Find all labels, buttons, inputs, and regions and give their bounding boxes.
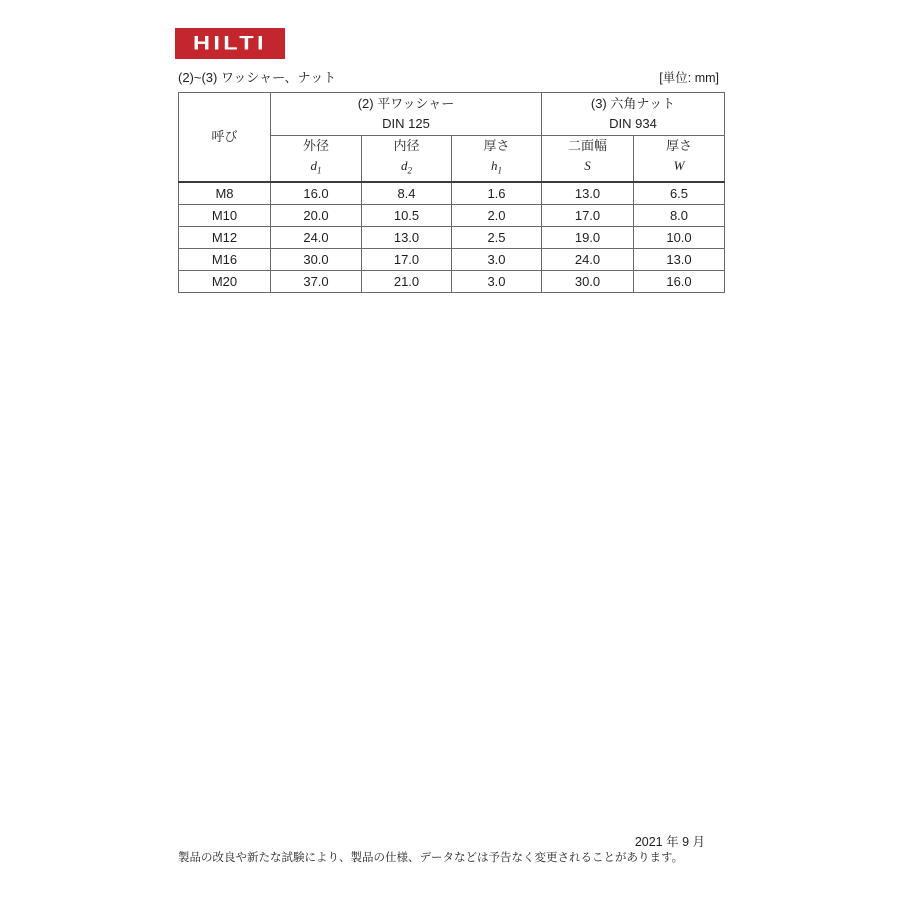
table-row xyxy=(179,204,725,226)
value-cell: 10.0 xyxy=(634,226,725,248)
publication-date: 2021 年 9 月 xyxy=(634,835,705,849)
value-cell: 13.0 xyxy=(634,248,725,270)
value-cell: 3.0 xyxy=(452,248,542,270)
hilti-logo-text: HILTI xyxy=(193,32,267,54)
value-cell: 24.0 xyxy=(271,226,362,248)
disclaimer-text: 製品の改良や新たな試験により、製品の仕様、データなどは予告なく変更されることがあります。 xyxy=(178,852,684,864)
designation-cell: M10 xyxy=(179,204,271,226)
column-header-designation: 呼び xyxy=(179,93,271,182)
value-cell: 2.5 xyxy=(452,226,542,248)
column-header-width-across-flats: 二面幅 S xyxy=(542,136,634,182)
column-header-washer-thickness: 厚さ $h_1$ xyxy=(452,136,542,182)
designation-cell: M16 xyxy=(179,248,271,270)
value-cell: 24.0 xyxy=(542,248,634,270)
column-header-nut-thickness: 厚さ W xyxy=(634,136,725,182)
value-cell: 2.0 xyxy=(452,204,542,226)
value-cell: 6.5 xyxy=(634,182,725,205)
value-cell: 30.0 xyxy=(542,270,634,292)
value-cell: 17.0 xyxy=(542,204,634,226)
value-cell: 3.0 xyxy=(452,270,542,292)
value-cell: 8.0 xyxy=(634,204,725,226)
value-cell: 16.0 xyxy=(634,270,725,292)
value-cell: 37.0 xyxy=(271,270,362,292)
value-cell: 13.0 xyxy=(542,182,634,205)
designation-cell: M8 xyxy=(179,182,271,205)
section-title: (2)~(3) ワッシャー、ナット xyxy=(178,70,337,85)
value-cell: 19.0 xyxy=(542,226,634,248)
value-cell: 17.0 xyxy=(362,248,452,270)
column-header-outer-diameter: 外径 $d_1$ xyxy=(271,136,362,182)
hilti-logo xyxy=(175,28,285,59)
value-cell: 13.0 xyxy=(362,226,452,248)
dimension-table xyxy=(178,92,725,293)
group-title: (2) 平ワッシャー xyxy=(357,96,455,111)
value-cell: 10.5 xyxy=(362,204,452,226)
group-header-row xyxy=(179,93,725,136)
designation-cell: M20 xyxy=(179,270,271,292)
value-cell: 20.0 xyxy=(271,204,362,226)
value-cell: 16.0 xyxy=(271,182,362,205)
group-header-flat-washer xyxy=(271,93,542,136)
group-standard: DIN 125 xyxy=(382,116,430,131)
group-standard: DIN 934 xyxy=(609,116,657,131)
column-header-inner-diameter: 内径 $d_2$ xyxy=(362,136,452,182)
value-cell: 21.0 xyxy=(362,270,452,292)
table-row xyxy=(179,226,725,248)
designation-cell: M12 xyxy=(179,226,271,248)
value-cell: 1.6 xyxy=(452,182,542,205)
value-cell: 8.4 xyxy=(362,182,452,205)
table-row xyxy=(179,182,725,205)
group-title: (3) 六角ナット xyxy=(590,96,676,111)
table-row xyxy=(179,248,725,270)
group-header-hex-nut xyxy=(542,93,725,136)
unit-label: [単位: mm] xyxy=(659,71,719,85)
title-row xyxy=(178,70,724,86)
table-row xyxy=(179,270,725,292)
value-cell: 30.0 xyxy=(271,248,362,270)
